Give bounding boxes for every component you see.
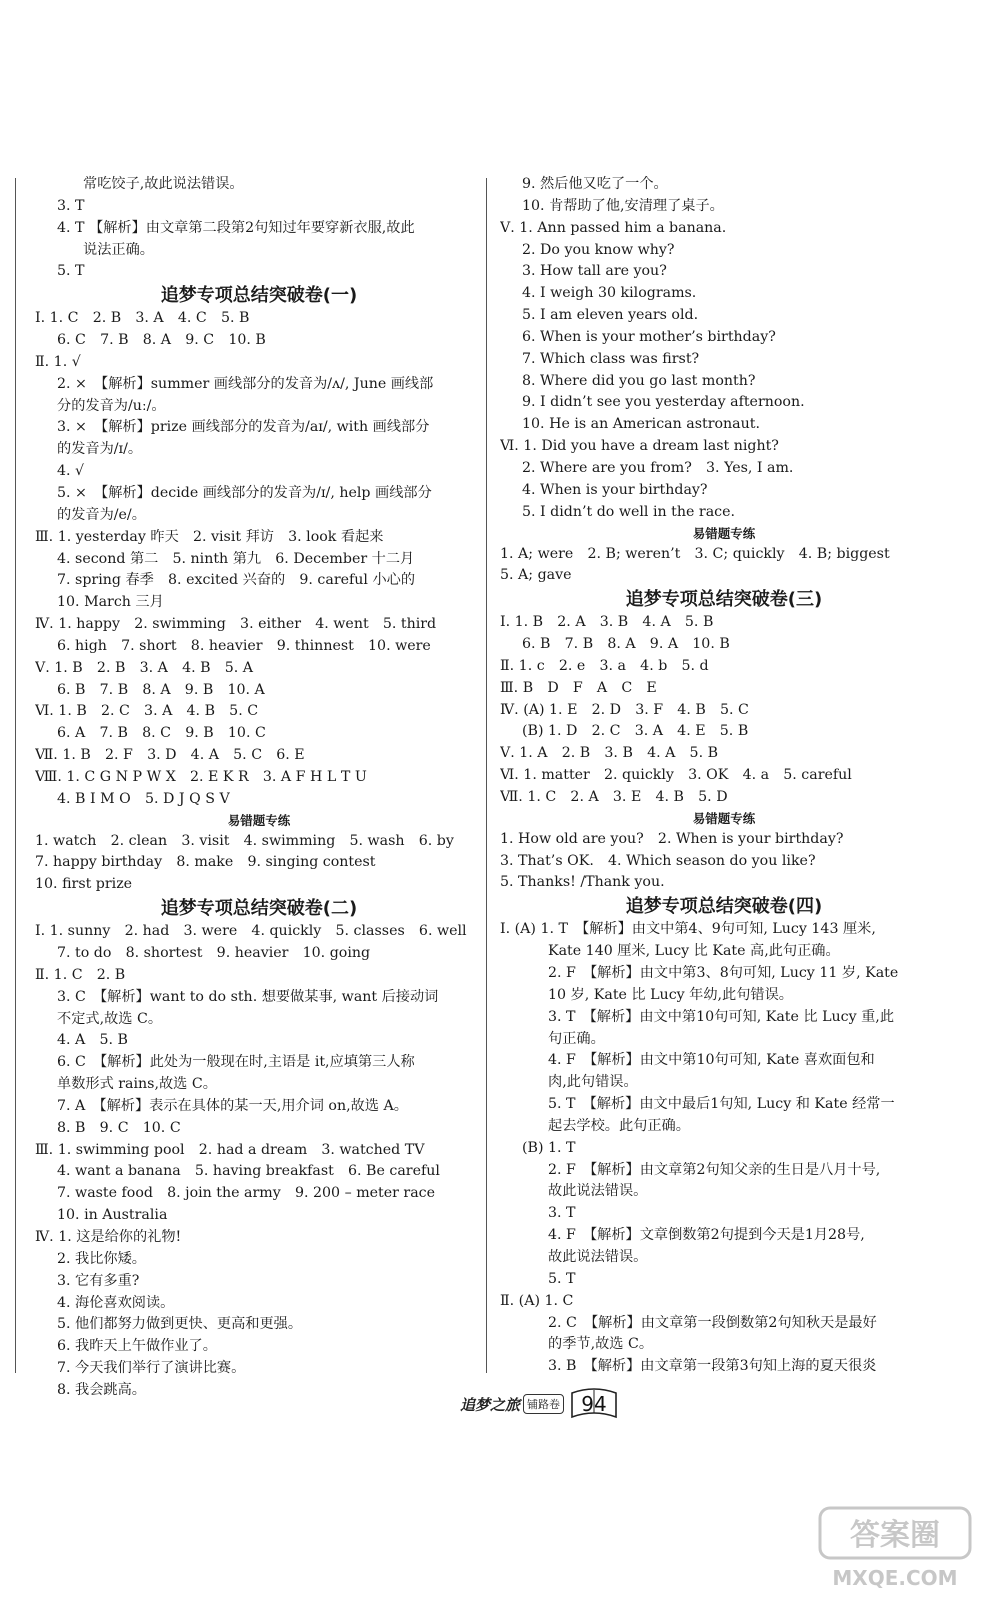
answer-line: (B) 1. D 2. C 3. A 4. E 5. B [522,723,749,740]
answer-line: 6. 我昨天上午做作业了。 [57,1338,217,1355]
answer-line: Ⅳ. 1. happy 2. swimming 3. either 4. went 5. third [35,616,437,633]
answer-line: 7. spring 春季 8. excited 兴奋的 9. careful 小心的 [57,572,416,589]
answer-line: 1. A; were 2. B; weren’t 3. C; quickly 4. B; biggest [500,545,890,562]
answer-line: 起去学校。此句正确。 [548,1117,690,1134]
answer-line: 4. When is your birthday? [522,481,708,498]
answer-line: 2. C 【解析】由文章第一段倒数第2句知秋天是最好 [548,1314,877,1331]
answer-line: 1. watch 2. clean 3. visit 4. swimming 5. wash 6. by [35,832,454,849]
right-column [500,174,948,1378]
answer-line: Ⅳ. (A) 1. E 2. D 3. F 4. B 5. C [500,701,749,718]
answer-line: Ⅲ. B D F A C E [500,679,657,696]
answer-line: Ⅰ. 1. sunny 2. had 3. were 4. quickly 5. classes 6. well [35,923,467,940]
answer-line: Ⅰ. (A) 1. T 【解析】由文中第4、9句可知, Lucy 143 厘米, [500,921,876,938]
answer-line: 2. × 【解析】summer 画线部分的发音为/ʌ/, June 画线部 [57,375,434,392]
answer-line: 单数形式 rains,故选 C。 [57,1076,217,1093]
answer-line: 4. B I M O 5. D J Q S V [57,790,230,807]
answer-line: 5. I didn’t do well in the race. [522,503,735,520]
answer-line: 2. 我比你矮。 [57,1250,146,1267]
answer-line: 7. happy birthday 8. make 9. singing contest [35,854,376,871]
answer-line: 的季节,故选 C。 [548,1336,654,1353]
answer-line: 6. When is your mother’s birthday? [522,328,776,345]
subsection-title: 易错题专练 [227,812,291,828]
answer-line: 4. T 【解析】由文章第二段第2句知过年要穿新衣服,故此 [57,219,415,236]
brand-logo-text: 追梦之旅 [459,1395,520,1414]
answer-line: 3. That’s OK. 4. Which season do you like? [500,852,816,869]
answer-line: 常吃饺子,故此说法错误。 [83,176,244,192]
answer-line: 4. A 5. B [57,1032,128,1049]
answer-line: 5. 他们都努力做到更快、更高和更强。 [57,1316,303,1333]
answer-line: 的发音为/e/。 [57,506,146,523]
section-title: 追梦专项总结突破卷(二) [160,898,358,920]
answer-line: Ⅵ. 1. Did you have a dream last night? [500,438,779,455]
answer-line: Ⅴ. 1. A 2. B 3. B 4. A 5. B [500,745,719,762]
answer-line: 1. How old are you? 2. When is your birthday? [500,830,844,847]
column-divider [486,178,487,1373]
answer-line: 6. B 7. B 8. A 9. B 10. A [57,681,265,698]
answer-line: 分的发音为/uː/。 [57,397,166,414]
answer-line: 故此说法错误。 [548,1248,648,1265]
answer-line: 10. in Australia [57,1207,168,1224]
answer-line: 3. 它有多重? [57,1272,140,1289]
answer-line: Ⅲ. 1. swimming pool 2. had a dream 3. watched TV [35,1141,425,1158]
answer-line: 4. second 第二 5. ninth 第九 6. December 十二月 [57,550,415,567]
answer-line: 9. 然后他又吃了一个。 [522,176,668,192]
watermark-logo [800,1500,990,1595]
answer-line: 5. A; gave [500,567,572,584]
answer-line: Ⅱ. 1. √ [35,353,81,370]
answer-line: 8. Where did you go last month? [522,372,756,389]
answer-line: Ⅴ. 1. B 2. B 3. A 4. B 5. A [35,659,254,676]
answer-line: 8. 我会跳高。 [57,1381,146,1398]
answer-line: 7. A 【解析】表示在具体的某一天,用介词 on,故选 A。 [57,1097,408,1114]
answer-line: 7. waste food 8. join the army 9. 200 – meter race [57,1185,436,1202]
watermark-text-bottom: MXQE.COM [832,1566,958,1590]
answer-line: 10. first prize [35,876,133,893]
answer-line: Kate 140 厘米, Lucy 比 Kate 高,此句正确。 [548,943,840,960]
answer-line: 10 岁, Kate 比 Lucy 年幼,此句错误。 [548,986,793,1003]
answer-line: 10. He is an American astronaut. [522,416,760,433]
left-margin-rule [15,178,16,1373]
answer-line: 8. B 9. C 10. C [57,1119,181,1136]
answer-line: 5. T 【解析】由文中最后1句知, Lucy 和 Kate 经常一 [548,1096,895,1113]
answer-line: 2. Where are you from? 3. Yes, I am. [522,459,794,476]
answer-line: 故此说法错误。 [548,1183,648,1200]
answer-line: 说法正确。 [83,241,154,258]
answer-line: 2. Do you know why? [522,241,675,258]
answer-line: Ⅲ. 1. yesterday 昨天 2. visit 拜访 3. look 看起来 [35,528,384,545]
subsection-title: 易错题专练 [692,525,756,541]
answer-line: Ⅵ. 1. B 2. C 3. A 4. B 5. C [35,703,259,720]
page-footer [440,1386,640,1422]
answer-line: Ⅰ. 1. B 2. A 3. B 4. A 5. B [500,614,714,631]
watermark-icon [800,1500,990,1595]
answer-line: 5. Thanks! /Thank you. [500,874,665,891]
section-title: 追梦专项总结突破卷(四) [625,896,823,918]
answer-line: 10. March 三月 [57,594,164,611]
answer-line: 3. C 【解析】want to do sth. 想要做某事, want 后接动词 [57,988,439,1005]
answer-line: 4. F 【解析】由文中第10句可知, Kate 喜欢面包和 [548,1052,875,1069]
answer-line: 2. F 【解析】由文章第2句知父亲的生日是八月十号, [548,1161,881,1178]
answer-line: 4. 海伦喜欢阅读。 [57,1294,175,1311]
answer-line: 6. A 7. B 8. C 9. B 10. C [57,725,266,742]
answer-line: Ⅱ. 1. C 2. B [35,966,126,983]
answer-line: 5. × 【解析】decide 画线部分的发音为/ɪ/, help 画线部分 [57,484,432,501]
answer-line: 4. F 【解析】文章倒数第2句提到今天是1月28号, [548,1227,865,1244]
answer-line: Ⅱ. (A) 1. C [500,1292,574,1309]
answer-line: 7. Which class was first? [522,350,700,367]
answer-line: 3. T [57,197,85,214]
answer-line: Ⅱ. 1. c 2. e 3. a 4. b 5. d [500,657,709,674]
answer-line: Ⅶ. 1. B 2. F 3. D 4. A 5. C 6. E [35,747,305,764]
page-number: 94 [581,1392,607,1416]
answer-line: 3. B 【解析】由文章第一段第3句知上海的夏天很炎 [548,1358,877,1375]
answer-line: Ⅰ. 1. C 2. B 3. A 4. C 5. B [35,310,250,327]
answer-line: (B) 1. T [522,1139,576,1156]
answer-line: 2. F 【解析】由文中第3、8句可知, Lucy 11 岁, Kate [548,965,899,981]
answer-line: Ⅶ. 1. C 2. A 3. E 4. B 5. D [500,788,728,805]
answer-line: 的发音为/ɪ/。 [57,441,143,458]
section-title: 追梦专项总结突破卷(一) [160,285,358,307]
answer-line: 5. T [548,1270,576,1287]
page-number-badge [568,1387,620,1421]
answer-line: 7. to do 8. shortest 9. heavier 10. going [57,945,371,961]
series-label: 铺路卷 [523,1394,564,1414]
watermark-text-top: 答案圈 [850,1518,940,1553]
answer-line: Ⅴ. 1. Ann passed him a banana. [500,219,727,236]
answer-line: Ⅳ. 1. 这是给你的礼物! [35,1228,182,1245]
answer-line: 不定式,故选 C。 [57,1010,163,1027]
answer-line: 9. I didn’t see you yesterday afternoon. [522,394,805,411]
answer-line: 6. B 7. B 8. A 9. A 10. B [522,636,730,653]
answer-line: 10. 肯帮助了他,安清理了桌子。 [522,197,724,214]
answer-line: Ⅵ. 1. matter 2. quickly 3. OK 4. a 5. careful [500,767,852,784]
left-column [35,174,483,1402]
answer-line: 3. × 【解析】prize 画线部分的发音为/aɪ/, with 画线部分 [57,419,430,436]
answer-line: 4. want a banana 5. having breakfast 6. Be careful [57,1163,440,1180]
answer-line: 肉,此句错误。 [548,1074,638,1091]
answer-line: 6. C 【解析】此处为一般现在时,主语是 it,应填第三人称 [57,1054,415,1071]
answer-line: 3. T [548,1205,576,1222]
answer-line: 5. I am eleven years old. [522,307,699,324]
answer-line: 6. high 7. short 8. heavier 9. thinnest 10. were [57,637,431,654]
answer-line: 6. C 7. B 8. A 9. C 10. B [57,332,266,349]
answer-line: 7. 今天我们举行了演讲比赛。 [57,1360,246,1377]
answer-line: 4. I weigh 30 kilograms. [522,285,697,302]
answer-line: Ⅷ. 1. C G N P W X 2. E K R 3. A F H L T U [35,768,367,785]
section-title: 追梦专项总结突破卷(三) [625,589,823,611]
answer-line: 句正确。 [548,1030,605,1047]
answer-line: 3. T 【解析】由文中第10句可知, Kate 比 Lucy 重,此 [548,1008,895,1025]
answer-line: 5. T [57,263,85,280]
subsection-title: 易错题专练 [692,810,756,826]
answer-line: 4. √ [57,463,85,480]
answer-line: 3. How tall are you? [522,263,667,280]
